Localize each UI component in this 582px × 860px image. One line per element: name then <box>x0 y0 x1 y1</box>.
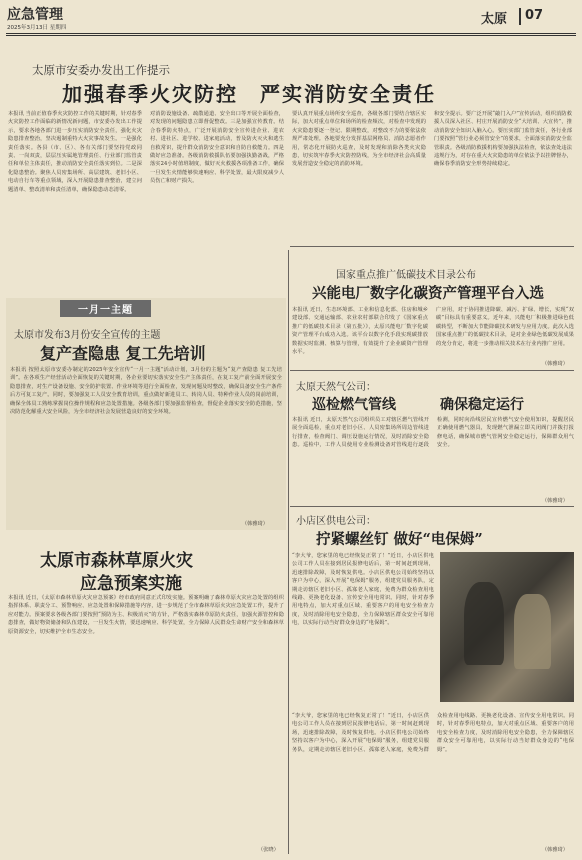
sidebar1-body: 本报讯 按照太原市安委办制定的2025年安全宣传“一月一主题”活动计划，3月份的主题为“复产查隐患 复工先培训”。在各项生产经营活动全面恢复的关键时期，各企业要切实落实安全生产主体责任，在复工复产前全面开展安全隐患排查，对生产设备设施、安全防护装置、作业环境等进行全面检查，发现问题及时整改，确保具备安全生产条件后方可复工复产。同时，要加强复工人员安全教育培训，重点做好新进员工、转岗人员、特种作业人员的岗前培训，确保全体员工熟练掌握岗位操作规程和应急处置措施。各级各部门要加强监督检查，督促企业落实安全防范措施，坚决防范化解重大安全风险，为全市经济社会发展营造良好的安全环境。 <box>10 367 282 416</box>
header-rule <box>6 33 576 34</box>
article3-kicker: 太原天然气公司： <box>296 382 376 393</box>
article1-rule <box>290 246 574 247</box>
article1-headline: 加强春季火灾防控 严实消防安全责任 <box>62 82 436 106</box>
sidebar1-headline: 复产查隐患 复工先培训 <box>40 344 206 363</box>
column-divider <box>288 250 289 854</box>
article4-photo <box>440 552 574 702</box>
article3-headline-left: 巡检燃气管线 <box>312 397 396 413</box>
article4-editor: （韩雅琦） <box>542 847 568 853</box>
article4-kicker: 小店区供电公司： <box>296 516 376 527</box>
page-number-value: 07 <box>525 8 544 23</box>
article2-body-left: 本报讯 近日，生态环境部、工业和信息化部、住房和城乡建设部、交通运输部、农业农村部联合印发了《国家重点推广的低碳技术目录（第五批）》，太原兴能电厂数字化碳资产管理平台成功入选。该平台以数字化手段实现碳排放数据实时监测、核算与管理，有效提升了企业碳资产管理水平。 <box>292 307 428 356</box>
article4-body-bottom: “李大爷，您家里的电已经恢复正常了！”近日，小店区供电公司工作人员在接到居民报修电话后，第一时间赶到现场，迅速排除故障，及时恢复供电。小店区供电公司始终坚持以客户为中心，深入开展“电保姆”服务，组建党员服务队，定期走访辖区老旧小区、孤寡老人家庭，免费为群众检查用电线路、更换老化设备、宣传安全用电常识。同时，针对春季用电特点，加大对重点区域、重要客户的用电安全检查力度，及时消除用电安全隐患，全力保障辖区群众安全可靠用电，以实际行动当好群众身边的“电保姆”。 <box>292 713 574 753</box>
article1-col2: 对消防设施设备、疏散通道、安全出口等开展全面检查，对发现的问题隐患立即督促整改。三是加强宣传教育。结合春季防火特点，广泛开展消防安全宣传进企业、进农村、进社区、进学校、进家庭活动，普及防火灭火和逃生自救常识，提升群众消防安全意识和自防自救能力。四是做好应急准备。各级消防救援队伍要加强执勤备战，严格落实24小时值班制度，做好灭火救援各项准备工作，确保一旦发生火情能够快速响应、科学处置，最大限度减少人员伤亡和财产损失。 <box>150 111 284 185</box>
issue-date: 2025年3月13日 星期四 <box>7 25 67 31</box>
header-divider <box>519 8 521 25</box>
sidebar1-tag: 一月一主题 <box>60 300 151 317</box>
page-number <box>525 8 543 23</box>
article5-headline-line2: 应急预案实施 <box>80 574 182 594</box>
article5-editor: （张晓） <box>258 847 279 853</box>
article2-kicker: 国家重点推广低碳技术目录公布 <box>336 270 476 281</box>
article5-headline-line1: 太原市森林草原火灾 <box>40 551 193 571</box>
region-name: 太原 <box>481 12 508 27</box>
article2-rule <box>290 370 574 371</box>
article2-headline: 兴能电厂数字化碳资产管理平台入选 <box>312 285 544 302</box>
article3-headline-right: 确保稳定运行 <box>440 397 524 413</box>
article3-body: 本报讯 近日，太原天然气公司组织员工对辖区燃气管线开展全面巡检，重点对老旧小区、人员密集场所周边管线进行排查，检查阀门、调压设施运行情况，及时消除安全隐患。巡检中，工作人员使用专业检测设备对管线进行逐段检测，同时向沿线居民宣传燃气安全使用知识，提醒居民正确使用燃气器具，发现燃气泄漏立即关闭阀门并拨打报修电话，确保城市燃气管网安全稳定运行，保障群众用气安全。 <box>292 417 574 449</box>
article3-rule <box>290 506 574 507</box>
article4-body-top: “李大爷，您家里的电已经恢复正常了！”近日，小店区供电公司工作人员在接到居民报修电话后，第一时间赶到现场，迅速排除故障，及时恢复供电。小店区供电公司始终坚持以客户为中心，深入开展“电保姆”服务，组建党员服务队，定期走访辖区老旧小区、孤寡老人家庭，免费为群众检查用电线路、更换老化设备、宣传安全用电常识。同时，针对春季用电特点，加大对重点区域、重要客户的用电安全检查力度，及时消除用电安全隐患，全力保障辖区群众安全可靠用电，以实际行动当好群众身边的“电保姆”。 <box>292 553 434 627</box>
article5-body: 本报讯 近日，《太原市森林草原火灾应急预案》经市政府同意正式印发实施。预案明确了森林草原火灾应急处置的组织指挥体系、职责分工、预警响应、应急处置和保障措施等内容，进一步规范了全市森林草原火灾应急处置工作，提升了应对能力。预案要求各级各部门要按照“预防为主、积极消灭”的方针，严格落实森林草原防火责任，加强火源管控和隐患排查，做好物资储备和队伍建设，一旦发生火情，要迅速响应、科学处置，全力保障人民群众生命财产安全和森林草原资源安全，切实维护全市生态安全。 <box>8 595 284 635</box>
article2-editor: （韩雅琦） <box>542 361 568 367</box>
article1-col4: 和安全提示。要广泛开展“敲门入户”宣传活动，组织消防救援人员深入社区、村庄开展消防安全“大培训、大宣传”，推动消防安全知识入脑入心。要压实部门监管责任，各行业部门要按照“管行业必须管安全”的要求，全面落实消防安全监管职责。各级消防救援机构要加强执法检查，依法查处违法违规行为，对存在重大火灾隐患的单位依法予以挂牌督办，确保春季消防安全形势持续稳定。 <box>434 111 572 168</box>
article1-col1: 本报讯 当前正值春季火灾防控工作的关键时期，针对春季火灾防控工作面临的新情况新问题，市安委办发出工作提示，要求各地各部门进一步压实消防安全责任，强化火灾隐患排查整治，坚决遏制重特大火灾事故发生。一是强化责任落实。各县（市、区）、各有关部门要坚持党政同责、一岗双责，层层压实属地管理责任、行业部门监管责任和单位主体责任，推动消防安全责任落实到位。二是深化隐患整治。聚焦人员密集场所、高层建筑、老旧小区、电动自行车等重点领域，深入开展隐患排查整治，建立问题清单、整改清单和责任清单，确保隐患动态清零。 <box>8 111 142 193</box>
sidebar1-kicker: 太原市发布3月份安全宣传的主题 <box>14 330 161 341</box>
article3-editor: （韩雅琦） <box>542 498 568 504</box>
sidebar1-editor: （韩雅琦） <box>242 521 268 527</box>
article1-kicker: 太原市安委办发出工作提示 <box>32 63 170 77</box>
header-rule-thin <box>6 35 576 36</box>
article2-body-right: 广应用，对于协同推进降碳、减污、扩绿、增长，实现“双碳”目标具有重要意义。近年来，兴能电厂积极推进绿色低碳转型，不断加大节能降碳技术研发与应用力度。此次入选国家重点推广的低碳技术目录，是对企业绿色低碳发展成果的充分肯定，将进一步推动相关技术在行业内推广应用。 <box>436 307 574 347</box>
article4-headline: 拧紧螺丝钉 做好“电保姆” <box>316 531 483 548</box>
section-title: 应急管理 <box>7 7 63 23</box>
article1-col3: 要认真开展重点场所安全巡查，各级各部门要结合辖区实际，加大对重点单位和场所的检查频次，对检查中发现的火灾隐患要逐一登记、限期整改，对整改不力的要依法依规严肃处理。各地要充分发挥基层网格员、消防志愿者作用，常态化开展防火巡查，及时发现和消除各类火灾隐患，切实筑牢春季火灾防控防线，为全市经济社会高质量发展营造安全稳定的消防环境。 <box>292 111 426 168</box>
